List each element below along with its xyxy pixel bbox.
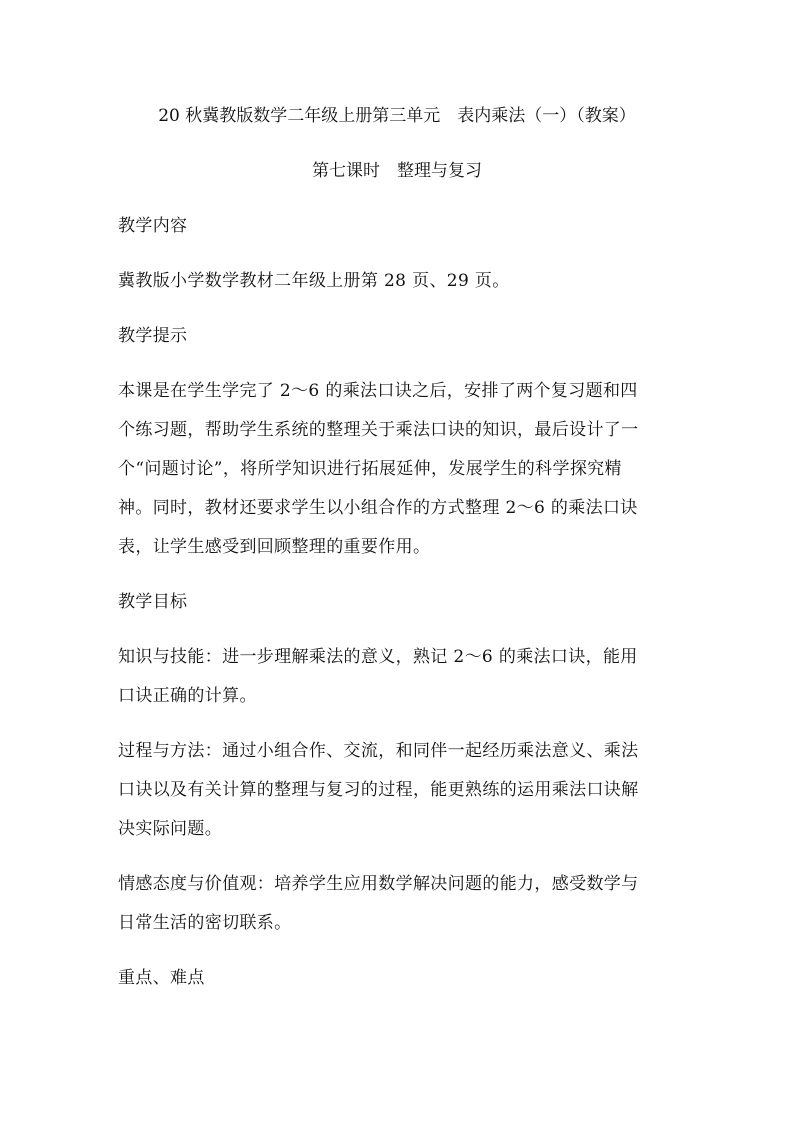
tips-line-1: 本课是在学生学完了 2～6 的乘法口诀之后，安排了两个复习题和四	[118, 381, 638, 401]
section-heading-content: 教学内容	[118, 216, 188, 236]
goal-process-line-2: 口诀以及有关计算的整理与复习的过程，能更熟练的运用乘法口诀解	[118, 780, 639, 800]
section-heading-tips: 教学提示	[118, 326, 188, 346]
content-text: 冀教版小学数学教材二年级上册第 28 页、29 页。	[118, 271, 510, 291]
tips-line-4: 神。同时，教材还要求学生以小组合作的方式整理 2～6 的乘法口诀	[118, 498, 638, 518]
goal-emotion-line-1: 情感态度与价值观：培养学生应用数学解决问题的能力，感受数学与	[118, 874, 639, 894]
tips-line-5: 表，让学生感受到回顾整理的重要作用。	[118, 537, 431, 557]
goal-knowledge-line-1: 知识与技能：进一步理解乘法的意义，熟记 2～6 的乘法口诀，能用	[118, 647, 638, 667]
section-heading-key-points: 重点、难点	[118, 968, 205, 988]
section-heading-goals: 教学目标	[118, 592, 188, 612]
lesson-subtitle: 第七课时 整理与复习	[312, 161, 482, 181]
goal-knowledge-line-2: 口诀正确的计算。	[118, 686, 257, 706]
goal-emotion-line-2: 日常生活的密切联系。	[118, 913, 292, 933]
goal-process-line-3: 决实际问题。	[118, 819, 223, 839]
document-title: 20 秋冀教版数学二年级上册第三单元 表内乘法（一）（教案）	[158, 106, 636, 126]
tips-line-2: 个练习题，帮助学生系统的整理关于乘法口诀的知识，最后设计了一	[118, 420, 639, 440]
tips-line-3: 个“问题讨论”，将所学知识进行拓展延伸，发展学生的科学探究精	[118, 459, 622, 479]
goal-process-line-1: 过程与方法：通过小组合作、交流，和同伴一起经历乘法意义、乘法	[118, 741, 639, 761]
